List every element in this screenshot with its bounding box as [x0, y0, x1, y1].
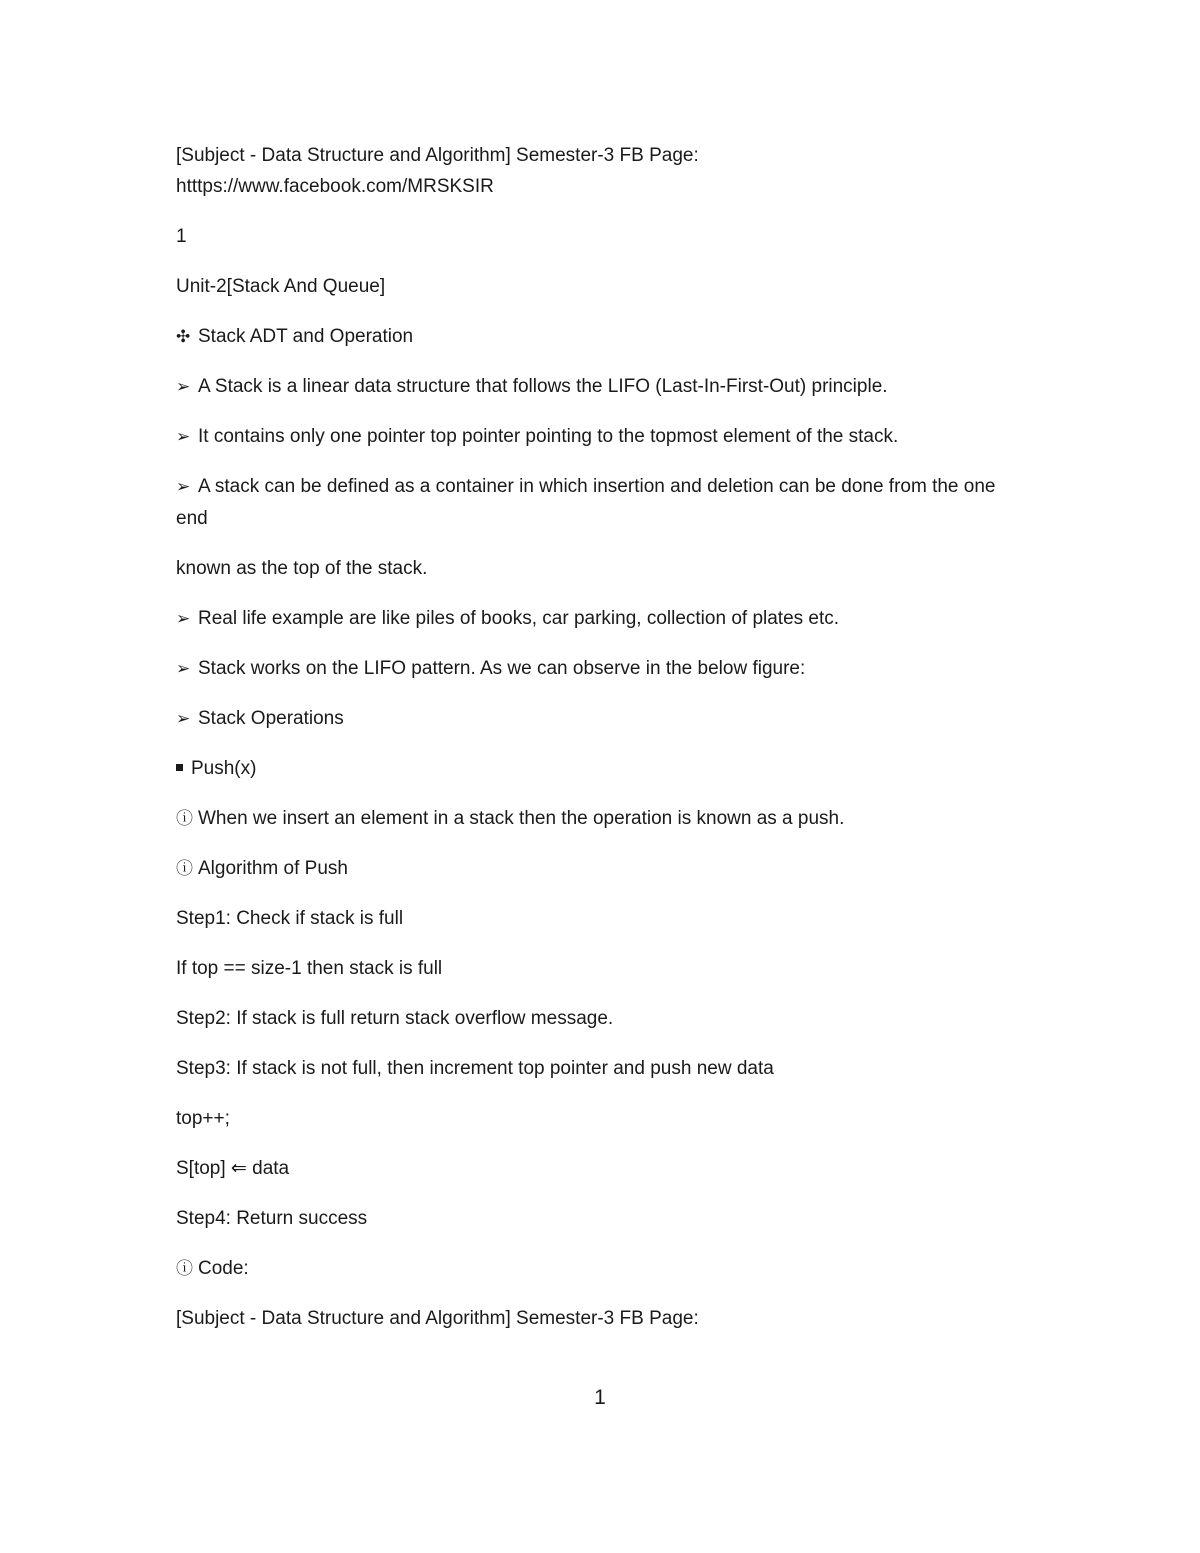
point-row — [176, 371, 1016, 402]
arrowhead-icon: ➢ — [176, 709, 191, 729]
note-row — [176, 803, 1016, 834]
circled-exclamation-icon: ⓘ — [176, 809, 193, 829]
note-text: Algorithm of Push — [198, 858, 348, 879]
note-row — [176, 853, 1016, 884]
arrowhead-icon: ➢ — [176, 609, 191, 629]
point-text: Stack works on the LIFO pattern. As we can observe in the below figure: — [198, 658, 806, 679]
footer-line: [Subject - Data Structure and Algorithm] Semester-3 FB Page: — [176, 1308, 699, 1329]
arrowhead-icon: ➢ — [176, 477, 191, 497]
algorithm-step: Step4: Return success — [176, 1208, 368, 1229]
square-bullet-icon — [176, 764, 183, 771]
algorithm-step: top++; — [176, 1108, 230, 1129]
point-text: A Stack is a linear data structure that follows the LIFO (Last-In-First-Out) principle. — [198, 376, 888, 397]
operation-row — [176, 753, 1016, 784]
circled-exclamation-icon: ⓘ — [176, 859, 193, 879]
note-text: When we insert an element in a stack then the operation is known as a push. — [198, 808, 845, 829]
point-text: Real life example are like piles of books, car parking, collection of plates etc. — [198, 608, 840, 629]
point-row — [176, 421, 1016, 452]
point-row — [176, 603, 1016, 634]
algorithm-step: Step1: Check if stack is full — [176, 908, 404, 929]
page-number: 1 — [594, 1386, 606, 1409]
header-line: [Subject - Data Structure and Algorithm] Semester-3 FB Page: — [176, 145, 699, 166]
point-text: It contains only one pointer top pointer pointing to the topmost element of the stack. — [198, 426, 899, 447]
note-row — [176, 1253, 1016, 1284]
algorithm-step: S[top] ⇐ data — [176, 1158, 290, 1179]
point-text: Stack Operations — [198, 708, 344, 729]
header-url: htttps://www.facebook.com/MRSKSIR — [176, 176, 494, 197]
header-number: 1 — [176, 226, 187, 247]
circled-exclamation-icon: ⓘ — [176, 1259, 193, 1279]
four-diamond-star-icon: ✣ — [176, 327, 191, 347]
algorithm-step: Step3: If stack is not full, then increment top pointer and push new data — [176, 1058, 774, 1079]
point-row — [176, 471, 1016, 534]
point-row — [176, 703, 1016, 734]
algorithm-step: If top == size-1 then stack is full — [176, 958, 443, 979]
point-row — [176, 653, 1016, 684]
arrowhead-icon: ➢ — [176, 377, 191, 397]
unit-title: Unit-2[Stack And Queue] — [176, 276, 386, 297]
point-text: A stack can be defined as a container in which insertion and deletion can be done from the one end — [176, 476, 996, 529]
arrowhead-icon: ➢ — [176, 659, 191, 679]
page-content — [176, 140, 1016, 1334]
algorithm-step: Step2: If stack is full return stack overflow message. — [176, 1008, 614, 1029]
operation-name: Push(x) — [191, 758, 257, 779]
arrowhead-icon: ➢ — [176, 427, 191, 447]
section-title-row — [176, 321, 1016, 352]
code-label: Code: — [198, 1258, 249, 1279]
continuation-text: known as the top of the stack. — [176, 558, 428, 579]
section-title: Stack ADT and Operation — [198, 326, 414, 347]
